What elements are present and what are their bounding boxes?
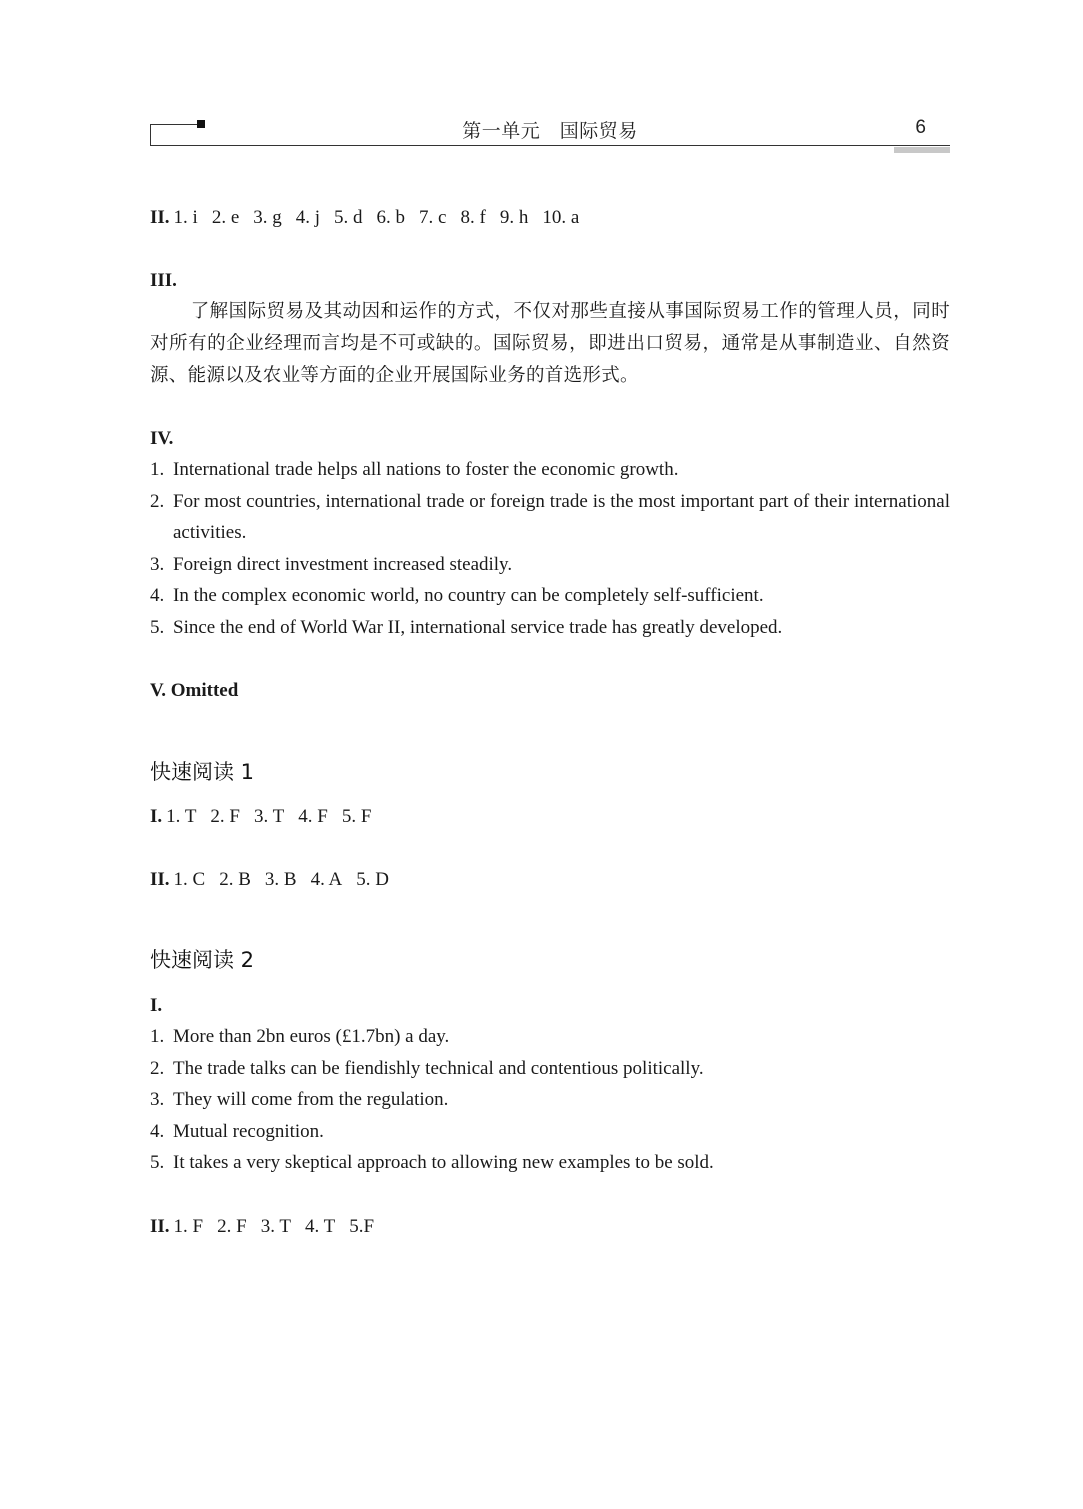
answer-item: 3. B <box>264 869 297 890</box>
list-item: 2. The trade talks can be fiendishly technical and contentious politically. <box>150 1057 704 1079</box>
list-item: 5. Since the end of World War II, international service trade has greatly developed. <box>150 616 783 638</box>
section-label-iv: IV. <box>150 428 174 449</box>
reading-2-part-ii-answers <box>150 1211 950 1243</box>
header-grey-tab <box>894 147 950 153</box>
header-title: 第一单元 国际贸易 <box>462 120 638 142</box>
answer-item: 10. a <box>542 207 580 228</box>
section-label: II. <box>150 207 170 228</box>
section-label-iii: III. <box>150 270 177 291</box>
answer-item: 5. D <box>356 869 390 890</box>
list-item: 3. Foreign direct investment increased steadily. <box>150 553 513 575</box>
answer-item: 5.F <box>349 1216 375 1237</box>
answer-item: 6. b <box>376 207 406 228</box>
answer-item: 1. F <box>173 1216 204 1237</box>
running-header <box>150 113 950 153</box>
answer-item: 4. T <box>304 1216 336 1237</box>
answer-item: 5. d <box>334 207 363 228</box>
reading-1-heading: 快速阅读 1 <box>150 760 255 784</box>
list-item: 3. They will come from the regulation. <box>150 1089 449 1110</box>
answer-item: 1. i <box>173 207 198 228</box>
answer-item: 3. g <box>253 207 282 228</box>
answer-item: 7. c <box>419 207 447 228</box>
section-label: II. <box>150 1216 170 1237</box>
answer-item: 3. T <box>260 1216 291 1237</box>
list-item: 1. More than 2bn euros (£1.7bn) a day. <box>150 1026 450 1047</box>
reading-2-part-i-label: I. <box>150 995 163 1016</box>
reading-1-part-ii-answers <box>150 864 950 896</box>
section-label-v: V. Omitted <box>150 680 239 701</box>
section-label: I. <box>150 806 163 827</box>
answer-item: 2. F <box>210 806 240 827</box>
translation-paragraph: 了解国际贸易及其动因和运作的方式，不仅对那些直接从事国际贸易工作的管理人员，同时对所有的企业经理而言均是不可或缺的。国际贸易，即进出口贸易，通常是从事制造业、自然资源、能源以及农业等方面的企业开展国际业务的首选形式。 <box>150 301 950 386</box>
answer-item: 2. F <box>217 1216 247 1237</box>
list-item: 4. Mutual recognition. <box>150 1120 324 1142</box>
answer-item: 4. F <box>298 806 328 827</box>
answer-item: 4. j <box>295 207 321 228</box>
list-item: 1. International trade helps all nations to foster the economic growth. <box>150 459 679 480</box>
answer-item: 8. f <box>460 207 486 228</box>
answer-item: 9. h <box>499 207 529 228</box>
answer-item: 1. C <box>173 869 206 890</box>
list-item: 5. It takes a very skeptical approach to allowing new examples to be sold. <box>150 1152 714 1173</box>
page-number: 6 <box>915 117 926 138</box>
answers-matching <box>150 202 950 234</box>
reading-2-answer-list <box>150 1021 950 1179</box>
answer-item: 4. A <box>310 869 343 890</box>
section-label: II. <box>150 869 170 890</box>
answer-item: 2. e <box>211 207 240 228</box>
answer-item: 5. F <box>341 806 372 827</box>
list-item: 4. In the complex economic world, no country can be completely self-sufficient. <box>150 585 764 606</box>
header-rule <box>150 145 950 146</box>
reading-2-heading: 快速阅读 2 <box>150 948 255 972</box>
reading-1-part-i-answers <box>150 801 950 833</box>
answer-item: 3. T <box>254 806 285 827</box>
list-item: 2. For most countries, international trade or foreign trade is the most important part of their international activities. <box>150 490 950 543</box>
sentence-list <box>150 454 950 643</box>
answer-item: 1. T <box>166 806 197 827</box>
answer-item: 2. B <box>219 869 251 890</box>
